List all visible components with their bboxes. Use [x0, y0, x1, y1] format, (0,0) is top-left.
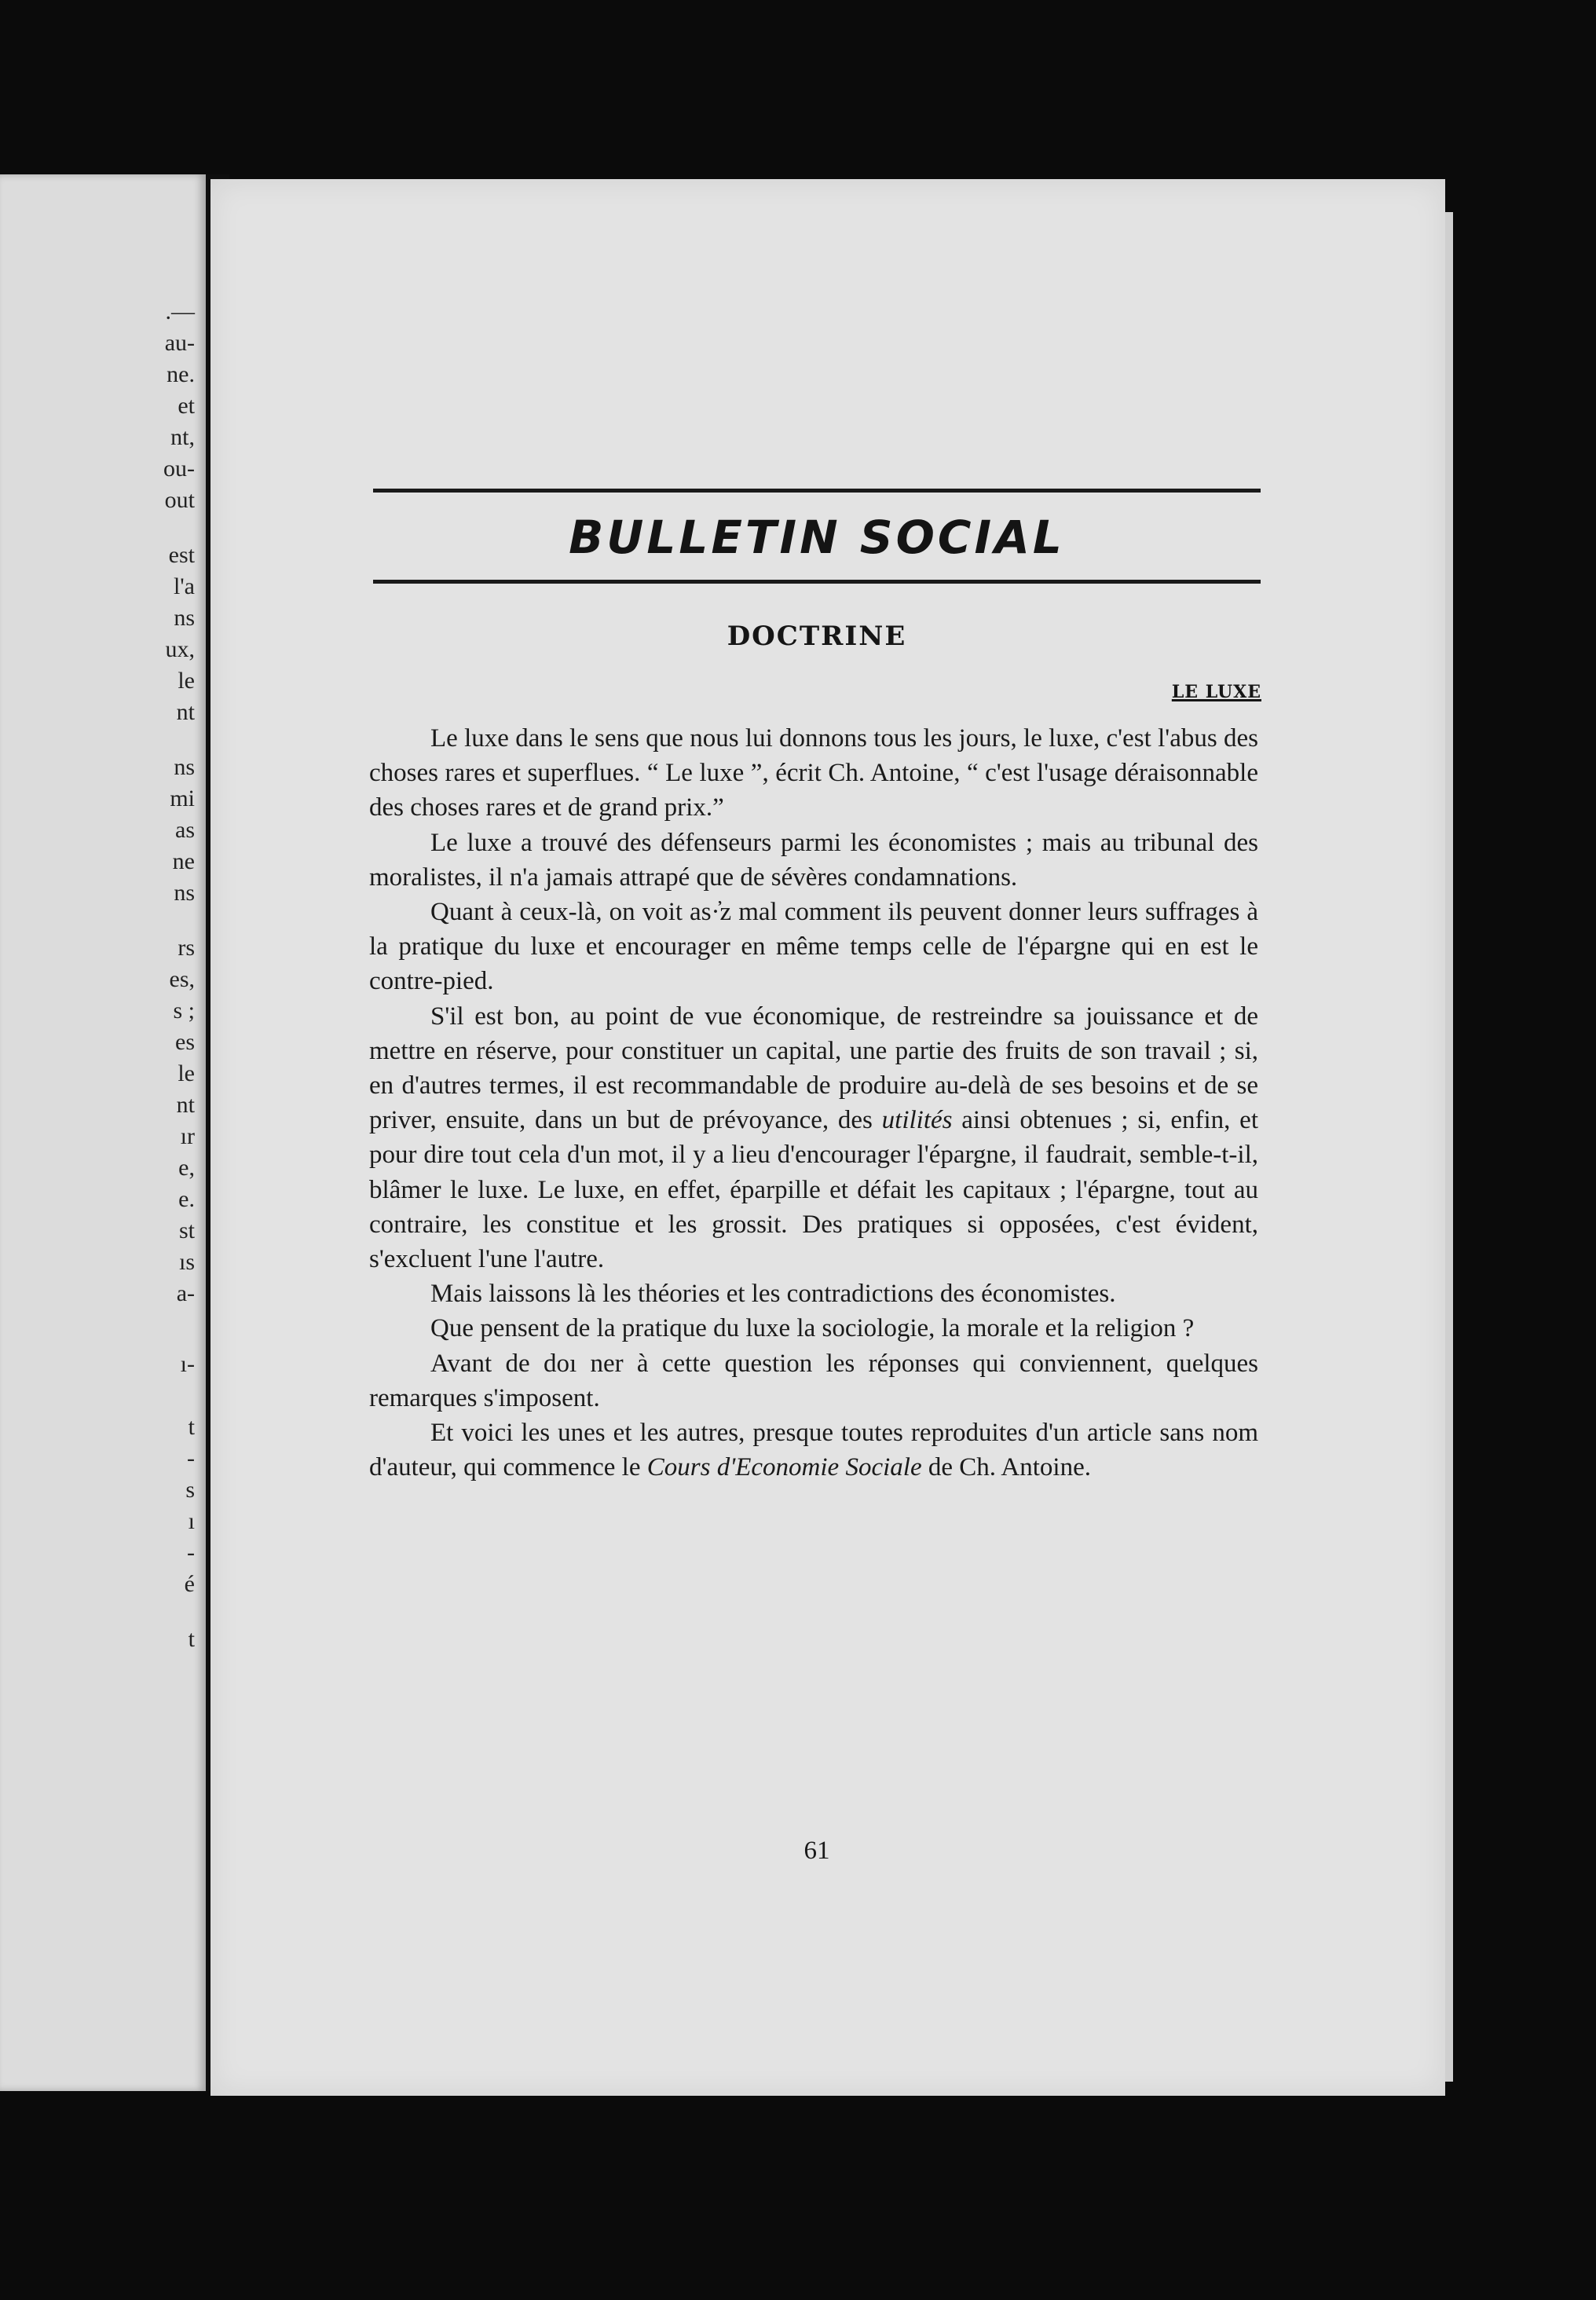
facing-page-fragment: est — [168, 542, 195, 568]
facing-page-fragment: au- — [164, 330, 195, 356]
facing-page-fragment: st — [178, 1218, 195, 1243]
facing-page-fragment: es, — [169, 966, 195, 992]
facing-page-fragment: le — [178, 668, 195, 694]
facing-page-fragment: ou- — [163, 456, 195, 482]
facing-page-fragment: ı — [188, 1508, 195, 1534]
paragraph: Et voici les unes et les autres, presque toutes reproduites d'un article sans nom d'auteur, qui commence le Cours d'Economie Sociale de Ch. Antoine. — [369, 1419, 1258, 1482]
facing-page-fragment: out — [164, 487, 195, 513]
facing-page-fragment: ux, — [165, 636, 195, 662]
paragraph: Quant à ceux-là, on voit as·̓z mal comment ils peuvent donner leurs suffrages à la pratique du luxe et encourager en même temps celle de l'épargne qui en est le contre-pied. — [369, 898, 1258, 996]
facing-page-fragment: ır — [180, 1123, 195, 1149]
paragraph: S'il est bon, au point de vue économique, de restreindre sa jouissance et de mettre en réserve, pour constituer un capital, une partie des fruits de son travail ; si, en d'autres termes, il est recommandable de produire au-delà de ses besoins et de se priver, ensuite, dans un but de prévoyance, des utilités ainsi obtenues ; si, enfin, et pour dire tout cela d'un mot, il y a lieu d'encourager l'épargne, il faudrait, semble-t-il, blâmer le luxe. Le luxe, en effet, éparpille et défait les capitaux ; l'épargne, tout au contraire, les constitue et les grossit. Des pratiques si opposées, c'est évident, s'excluent l'une l'autre. — [369, 1002, 1258, 1274]
section-title: BULLETIN SOCIAL — [569, 511, 1065, 564]
facing-page-fragment: nt — [176, 699, 195, 725]
article-kicker: LE LUXE — [1171, 682, 1261, 702]
facing-page-fragment: ns — [174, 605, 195, 631]
facing-page-fragment: nt — [176, 1092, 195, 1118]
facing-page-fragment: rs — [178, 935, 195, 961]
facing-page-fragment: ne — [172, 848, 195, 874]
facing-page-fragment: le — [178, 1060, 195, 1086]
facing-page-fragment: ns — [174, 880, 195, 906]
facing-page-fragment: - — [187, 1540, 195, 1566]
facing-page-fragment: e, — [178, 1155, 195, 1181]
paragraph: Mais laissons là les théories et les contradictions des économistes. — [430, 1280, 1116, 1309]
paragraph: Avant de doı ner à cette question les réponses qui conviennent, quelques remarques s'imposent. — [369, 1349, 1258, 1412]
facing-page-fragment: a- — [176, 1280, 195, 1306]
paragraph: Le luxe dans le sens que nous lui donnons tous les jours, le luxe, c'est l'abus des choses rares et superflues. “ Le luxe ”, écrit Ch. Antoine, “ c'est l'usage déraisonnable des choses rares et de grand prix.” — [369, 724, 1258, 822]
facing-page-fragment: et — [178, 393, 195, 419]
facing-page-fragment: as — [175, 817, 195, 843]
facing-page-fragment: l'a — [173, 573, 195, 599]
facing-page-fragment: es — [175, 1029, 195, 1055]
facing-page-fragment: - — [187, 1445, 195, 1471]
paragraph: Le luxe a trouvé des défenseurs parmi les économistes ; mais au tribunal des moralistes, il n'a jamais attrapé que de sévères condamnations. — [369, 828, 1258, 892]
facing-page-fragment: mi — [170, 786, 195, 811]
facing-page-fragment: ns — [174, 754, 195, 780]
title-rule-top — [373, 489, 1261, 493]
facing-page-fragment: s ; — [173, 998, 195, 1024]
facing-page-fragment: nt, — [170, 424, 195, 450]
facing-page-fragment: t — [188, 1414, 195, 1440]
article-body — [369, 721, 1258, 1485]
facing-page-fragment: ı- — [180, 1351, 195, 1377]
title-rule-bottom — [373, 580, 1261, 584]
paragraph: Que pensent de la pratique du luxe la sociologie, la morale et la religion ? — [430, 1314, 1195, 1343]
facing-page-fragment: s — [185, 1477, 195, 1503]
facing-page-fragment: é — [184, 1571, 195, 1597]
facing-page-fragment: ne. — [167, 361, 195, 387]
facing-page-fragment: e. — [178, 1186, 195, 1212]
subheading: DOCTRINE — [727, 621, 907, 652]
page-number: 61 — [803, 1837, 830, 1865]
facing-page — [0, 174, 206, 2091]
facing-page-fragment: ıs — [178, 1249, 195, 1275]
facing-page-fragment: .— — [165, 298, 195, 324]
facing-page-fragment: t — [188, 1626, 195, 1652]
